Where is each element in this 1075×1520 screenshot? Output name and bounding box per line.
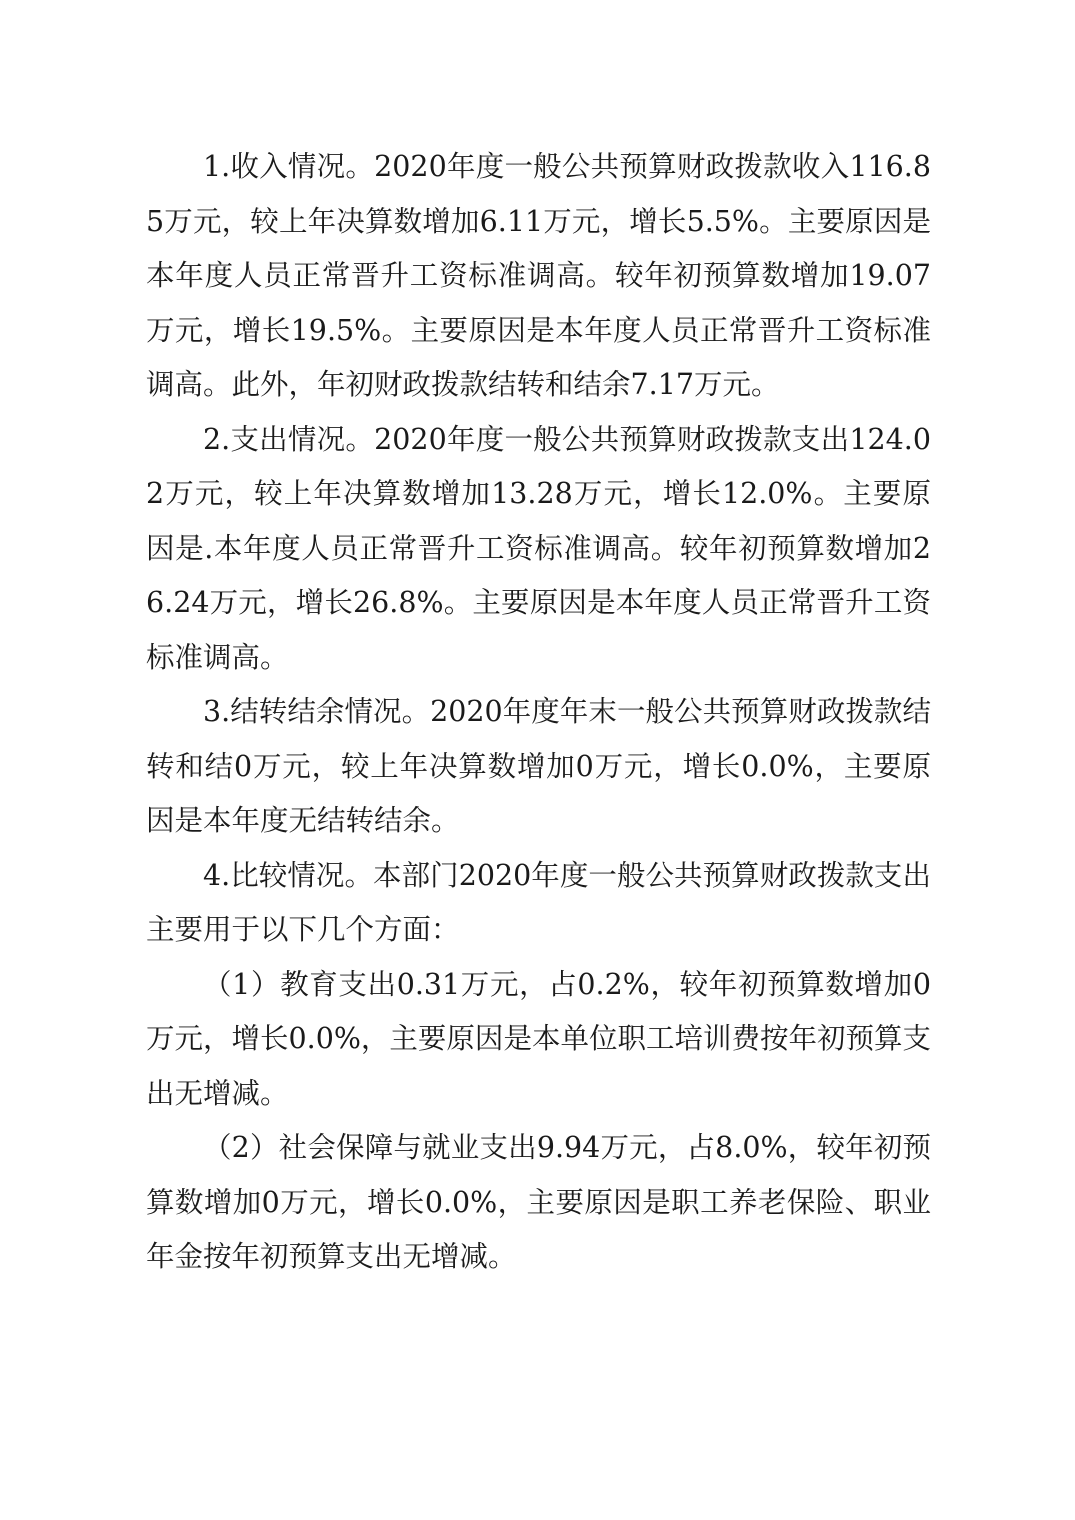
paragraph-income: 1.收入情况。2020年度一般公共预算财政拨款收入116.85万元，较上年决算数增加6.11万元，增长5.5%。主要原因是本年度人员正常晋升工资标准调高。较年初预算数增加19.07万元，增长19.5%。主要原因是本年度人员正常晋升工资标准调高。此外，年初财政拨款结转和结余7.17万元。 <box>146 150 931 401</box>
paragraph-carryover: 3.结转结余情况。2020年度年末一般公共预算财政拨款结转和结0万元，较上年决算数增加0万元，增长0.0%，主要原因是本年度无结转结余。 <box>146 695 931 837</box>
paragraph-expenditure: 2.支出情况。2020年度一般公共预算财政拨款支出124.02万元，较上年决算数增加13.28万元，增长12.0%。主要原因是.本年度人员正常晋升工资标准调高。较年初预算数增加26.24万元，增长26.8%。主要原因是本年度人员正常晋升工资标准调高。 <box>146 422 931 674</box>
paragraph-education: （1）教育支出0.31万元，占0.2%，较年初预算数增加0万元，增长0.0%，主要原因是本单位职工培训费按年初预算支出无增减。 <box>146 967 931 1110</box>
paragraph-social-security: （2）社会保障与就业支出9.94万元，占8.0%，较年初预算数增加0万元，增长0.0%，主要原因是职工养老保险、职业年金按年初预算支出无增减。 <box>146 1131 931 1273</box>
document-page <box>146 140 931 1285</box>
paragraph-comparison: 4.比较情况。本部门2020年度一般公共预算财政拨款支出主要用于以下几个方面： <box>146 858 931 946</box>
